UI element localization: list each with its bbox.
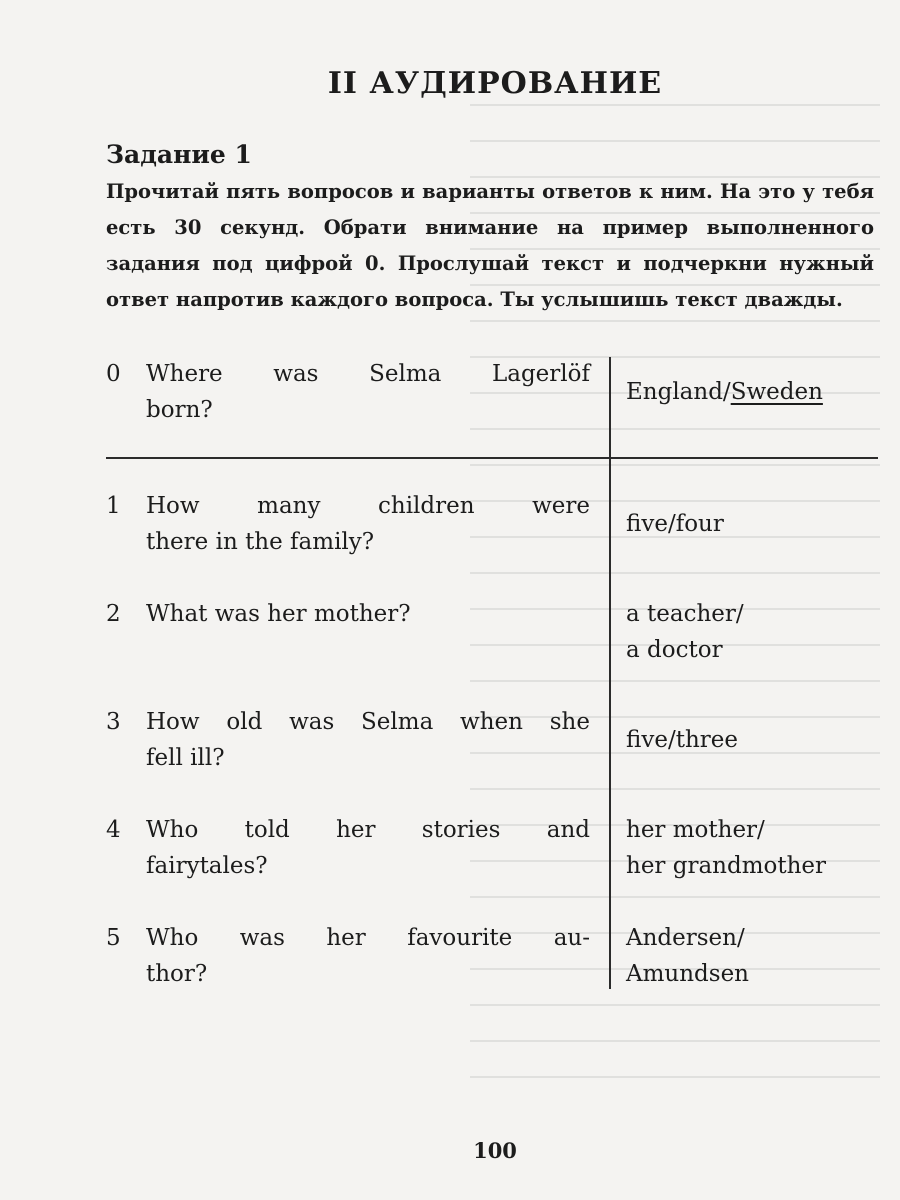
question-1-answer: five/four <box>626 511 724 537</box>
question-5-number: 5 <box>106 925 121 951</box>
example-number: 0 <box>106 361 121 387</box>
question-4-answer-line1: her mother/ <box>626 817 765 843</box>
question-3-line1: How old was Selma when she <box>146 709 590 735</box>
question-1-line2: there in the family? <box>146 529 375 555</box>
example-answer <box>626 374 886 410</box>
question-1-number: 1 <box>106 493 121 519</box>
question-3-number: 3 <box>106 709 121 735</box>
question-4-line2: fairytales? <box>146 853 268 879</box>
column-divider <box>609 357 611 989</box>
question-5-line2: thor? <box>146 961 208 987</box>
question-3-answer: five/three <box>626 727 738 753</box>
question-5-answer-line2: Amundsen <box>626 961 749 987</box>
example-divider <box>106 457 878 459</box>
example-question-line1: Where was Selma Lagerlöf <box>146 361 590 387</box>
question-2-line1: What was her mother? <box>146 601 411 627</box>
question-2-answer-line2: a doctor <box>626 637 723 663</box>
example-answer-option-a: England/ <box>626 379 731 405</box>
question-5-line1: Who was her favourite au- <box>146 925 590 951</box>
page-number: 100 <box>473 1138 517 1163</box>
question-3-line2: fell ill? <box>146 745 225 771</box>
question-1-line1: How many children were <box>146 493 590 519</box>
question-5-answer-line1: Andersen/ <box>626 925 745 951</box>
example-answer-option-b-underlined: Sweden <box>730 379 823 405</box>
section-title: II АУДИРОВАНИЕ <box>327 66 663 101</box>
question-4-answer-line2: her grandmother <box>626 853 827 879</box>
question-2-answer-line1: a teacher/ <box>626 601 744 627</box>
task-title: Задание 1 <box>106 140 252 169</box>
question-4-number: 4 <box>106 817 121 843</box>
example-question-line2: born? <box>146 397 213 423</box>
question-2-number: 2 <box>106 601 121 627</box>
question-4-line1: Who told her stories and <box>146 817 590 843</box>
task-instructions: Прочитай пять вопросов и варианты ответов к ним. На это у тебя есть 30 секунд. Обрати внимание на пример выполненного задания под цифрой 0. Прослушай текст и подчеркни нужный ответ напротив каждого вопроса. Ты услышишь текст дважды. <box>106 180 874 311</box>
